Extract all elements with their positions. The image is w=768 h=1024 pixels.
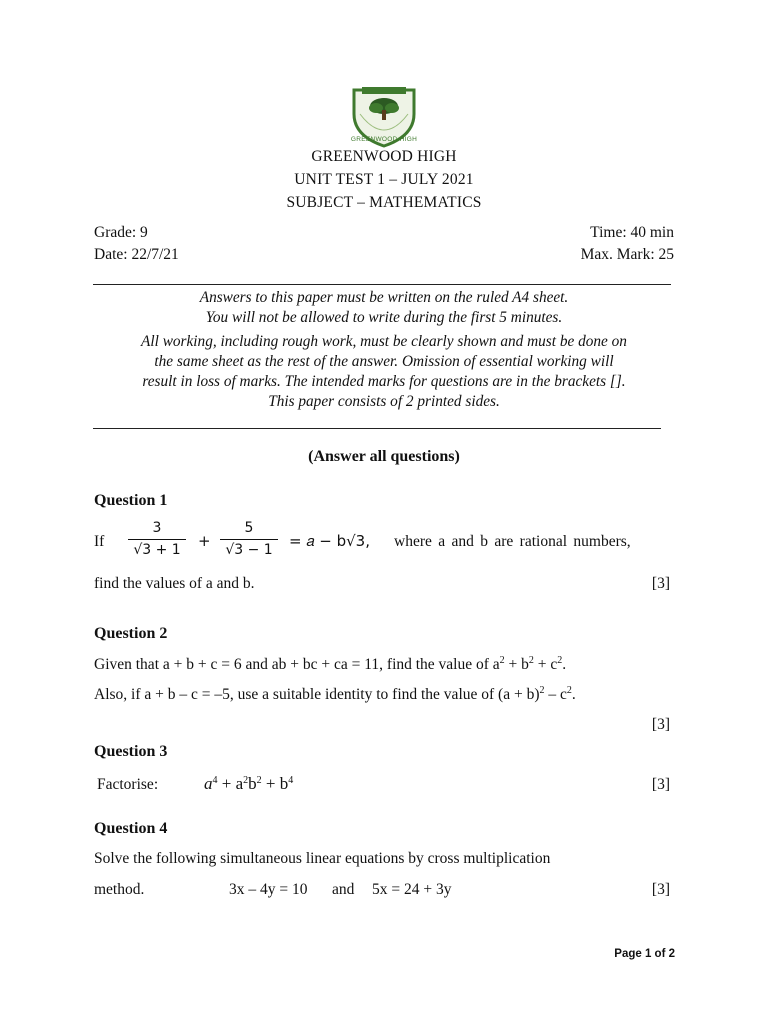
logo-caption: GREENWOOD HIGH bbox=[350, 136, 418, 143]
q4-marks: [3] bbox=[651, 881, 670, 898]
q1-fraction-1 bbox=[128, 520, 186, 558]
exponent: 4 bbox=[212, 775, 218, 786]
q4-line-1: Solve the following simultaneous linear equations by cross multiplication bbox=[94, 850, 551, 867]
fraction-bar bbox=[128, 539, 186, 540]
q3-text: + b bbox=[261, 774, 289, 793]
question-3-title: Question 3 bbox=[94, 743, 168, 760]
exponent: 2 bbox=[557, 655, 563, 666]
q1-fraction-2 bbox=[220, 520, 278, 558]
q4-method: method. bbox=[94, 881, 145, 898]
fraction-bar bbox=[220, 539, 278, 540]
fraction-numerator: 5 bbox=[244, 520, 254, 536]
exponent: 2 bbox=[243, 775, 249, 786]
grade: Grade: 9 bbox=[94, 224, 148, 241]
q1-plus: + bbox=[198, 532, 211, 550]
q3-text: b bbox=[248, 774, 257, 793]
q3-marks: [3] bbox=[651, 776, 670, 793]
q2-marks: [3] bbox=[651, 716, 670, 733]
exponent: 2 bbox=[499, 655, 505, 666]
q4-and: and bbox=[332, 881, 355, 898]
q2-text: – c bbox=[544, 686, 567, 703]
q2-text: . bbox=[571, 686, 576, 703]
q2-text: Also, if a + b – c = –5, use a suitable identity to find the value of (a + b) bbox=[94, 686, 540, 703]
q4-equation-1: 3x – 4y = 10 bbox=[229, 881, 308, 898]
fraction-denominator: √3 + 1 bbox=[133, 542, 181, 558]
exponent: 2 bbox=[539, 685, 545, 696]
exponent: 2 bbox=[566, 685, 572, 696]
exponent: 4 bbox=[288, 775, 294, 786]
q1-line-2: find the values of a and b. bbox=[94, 575, 255, 592]
instruction-line: Answers to this paper must be written on the ruled A4 sheet. bbox=[199, 289, 569, 306]
instructions bbox=[0, 288, 768, 412]
fraction-denominator: √3 − 1 bbox=[225, 542, 273, 558]
q2-text: + b bbox=[504, 656, 529, 673]
question-2-title: Question 2 bbox=[94, 625, 168, 642]
instruction-line: result in loss of marks. The intended marks for questions are in the brackets []. bbox=[142, 373, 626, 390]
school-name: GREENWOOD HIGH bbox=[311, 148, 457, 165]
q2-line-2 bbox=[94, 686, 576, 704]
q2-line-1 bbox=[94, 656, 566, 674]
q1-if: If bbox=[94, 533, 105, 550]
q2-text: Given that a + b + c = 6 and ab + bc + ca = 11, find the value of a bbox=[94, 656, 500, 673]
subject-title: SUBJECT – MATHEMATICS bbox=[286, 194, 482, 211]
bottom-divider bbox=[93, 428, 661, 429]
q3-text: a bbox=[204, 774, 213, 793]
instruction-line: This paper consists of 2 printed sides. bbox=[268, 393, 500, 410]
instruction-line: All working, including rough work, must be clearly shown and must be done on bbox=[141, 333, 627, 350]
test-title: UNIT TEST 1 – JULY 2021 bbox=[294, 171, 474, 188]
q1-rhs-tail: where a and b are rational numbers, bbox=[394, 533, 631, 550]
question-1-title: Question 1 bbox=[94, 492, 168, 509]
instruction-line: the same sheet as the rest of the answer. Omission of essential working will bbox=[154, 353, 614, 370]
time: Time: 40 min bbox=[590, 224, 674, 241]
answer-all-note: (Answer all questions) bbox=[308, 448, 460, 465]
date: Date: 22/7/21 bbox=[94, 246, 179, 263]
fraction-numerator: 3 bbox=[152, 520, 162, 536]
q3-label: Factorise: bbox=[97, 776, 159, 793]
q1-rhs: = 𝑎 − b√3, bbox=[289, 532, 370, 550]
q2-text: + c bbox=[533, 656, 558, 673]
exponent: 2 bbox=[256, 775, 262, 786]
page-number: Page 1 of 2 bbox=[614, 948, 675, 960]
q3-expression bbox=[204, 774, 293, 794]
q2-text: . bbox=[562, 656, 567, 673]
exponent: 2 bbox=[528, 655, 534, 666]
q4-equation-2: 5x = 24 + 3y bbox=[372, 881, 452, 898]
q1-marks: [3] bbox=[651, 575, 670, 592]
q3-text: + a bbox=[217, 774, 244, 793]
max-mark: Max. Mark: 25 bbox=[580, 246, 674, 263]
question-4-title: Question 4 bbox=[94, 820, 168, 837]
top-divider bbox=[93, 284, 671, 285]
instruction-line: You will not be allowed to write during the first 5 minutes. bbox=[205, 309, 563, 326]
